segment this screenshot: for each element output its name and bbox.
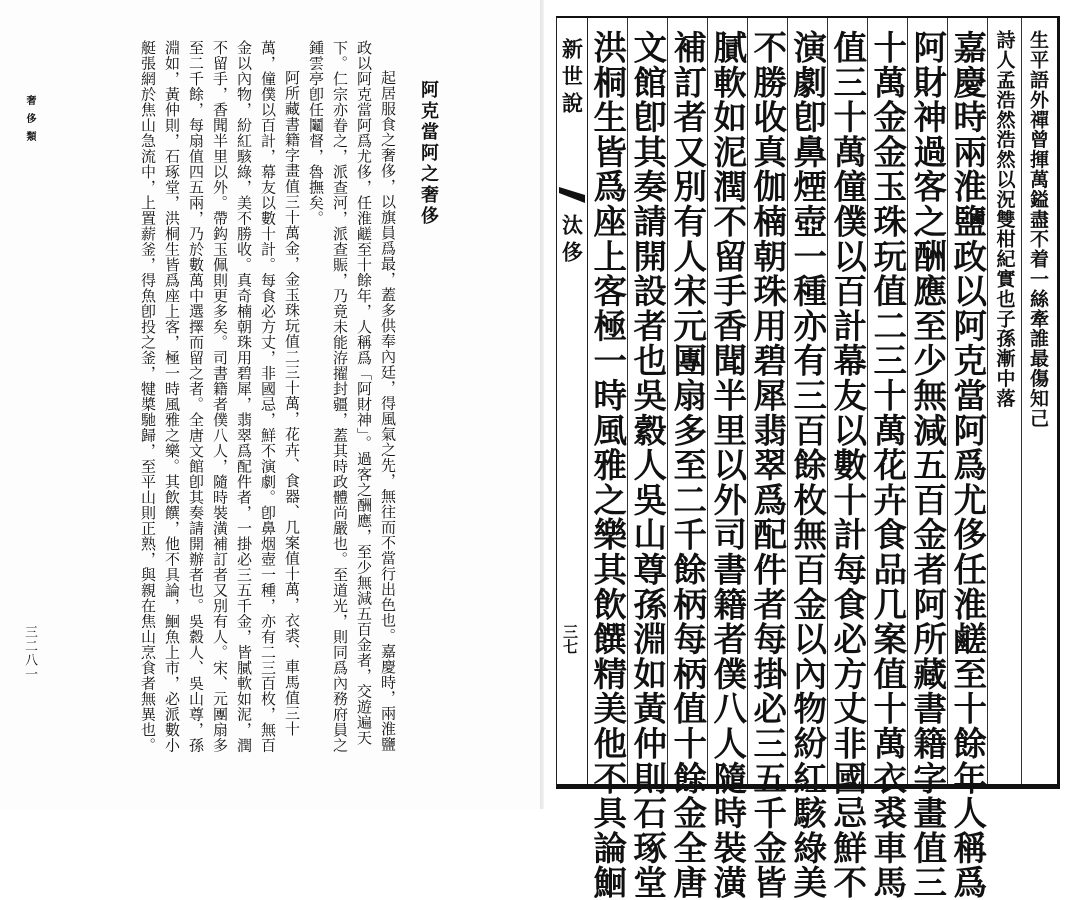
left-page-text	[136, 40, 440, 760]
column-text: 膩軟如泥潤不留手香聞半里以外司書籍者僕八人隨時裝潢	[707, 30, 747, 900]
paragraph-2: 阿所藏書籍字畫值三十萬金，金玉珠玩值二三十萬，花卉、食器、几案值十萬，衣裘、車馬值三十萬，僮僕以百計，幕友以數十計。每食必方丈，非國忌，鮮不演劇。卽鼻烟壺一種，亦有二三百枚，無百金以內物，紛紅駭綠，美不勝收。真奇楠朝珠用碧犀，翡翠爲配件者，一掛必三五千金，皆膩軟如泥，潤不留手，香聞半里以外。帶鈎玉佩則更多矣。司書籍者僕八人，隨時裝潢補訂者又別有人。宋、元團扇多至二千餘，每扇值四五兩，乃於數萬中選擇而留之者。全唐文館卽其奏請開辦者也。吳縠人、吳山尊，孫淵如，黃仲則，石琢堂，洪桐生皆爲座上客，極一時風雅之樂。其飲饌，他不具論，鮰魚上市，必派數小艇張網於焦山急流中，上置薪釜，得魚卽投之釜，犍槳馳歸，至平山則正熟，與親在焦山烹食者無異也。	[139, 40, 301, 753]
text-column-4	[907, 18, 948, 900]
column-text: 阿財神過客之酬應至少無減五百金者阿所藏書籍字畫值三	[907, 30, 947, 900]
column-text: 十萬金金玉珠玩值二三十萬花卉食品几案值十萬衣裘車馬	[867, 30, 907, 900]
note-column-2	[987, 18, 1022, 784]
text-column-3	[947, 18, 988, 900]
left-page	[0, 0, 540, 809]
column-text: 洪桐生皆爲座上客極一時風雅之樂其飲饌精美他不具論鮰	[587, 30, 627, 900]
text-column-7	[787, 18, 828, 900]
text-column-11	[627, 18, 668, 900]
column-text: 嘉慶時兩淮鹽政以阿克當阿爲尤侈任淮鹺至十餘年人稱爲	[947, 30, 987, 900]
note-column-1	[1021, 18, 1054, 784]
paragraph-1: 起居服食之奢侈，以旗員爲最，蓋多供奉內廷，得風氣之先，無往而不當行出色也。嘉慶時，兩淮鹽政以阿克當阿爲尤侈，任淮鹺至十餘年，人稱爲「阿財神」。過客之酬應，至少無減五百金者，交遊遍天下。仁宗亦眷之，派查河，派查賑，乃竟未能洊擢封疆，蓋其時政體尚嚴也。至道光，則同爲內務府員之鍾雲亭卽任鬮督，魯撫矣。	[307, 40, 397, 753]
column-text: 值三十萬僮僕以百計幕友以數十計每食必方丈非國忌鮮不	[827, 30, 867, 900]
book-title: 新世說	[559, 38, 585, 119]
text-column-9	[707, 18, 748, 900]
page-number-right: 三七	[561, 624, 579, 654]
fishtail-mark-icon	[557, 183, 587, 209]
column-text: 演劇卽鼻煙壺一種亦有三百餘枚無百金以內物紛紅駭綠美	[787, 30, 827, 900]
chapter-title: 汰侈	[559, 214, 585, 268]
category-label: 奢侈類	[24, 95, 35, 149]
woodblock-frame	[556, 16, 1060, 900]
column-text: 不勝收真伽楠朝珠用碧犀翡翠爲配件者每掛必三五千金皆	[747, 30, 787, 900]
column-text: 詩人孟浩然浩然以況雙柑紀實也子孫漸中落	[993, 30, 1016, 409]
text-column-10	[667, 18, 708, 900]
right-page	[544, 0, 1080, 900]
text-column-8	[747, 18, 788, 900]
column-text: 文館卽其奏請開設者也吳縠人吳山尊孫淵如黃仲則石琢堂	[627, 30, 667, 900]
page-number-left: 三二八一	[22, 625, 37, 681]
block-heart-column	[557, 18, 588, 784]
text-column-6	[827, 18, 868, 900]
column-text: 生平語外禪曾揮萬鎰盡不着一絲牽誰最傷知己	[1027, 30, 1049, 428]
column-text: 補訂者又別有人宋元團扇多至二千餘柄每柄值十餘金全唐	[667, 30, 707, 900]
text-column-5	[867, 18, 908, 900]
article-title: 阿克當阿之奢侈	[418, 80, 439, 227]
text-column-12	[587, 18, 628, 900]
